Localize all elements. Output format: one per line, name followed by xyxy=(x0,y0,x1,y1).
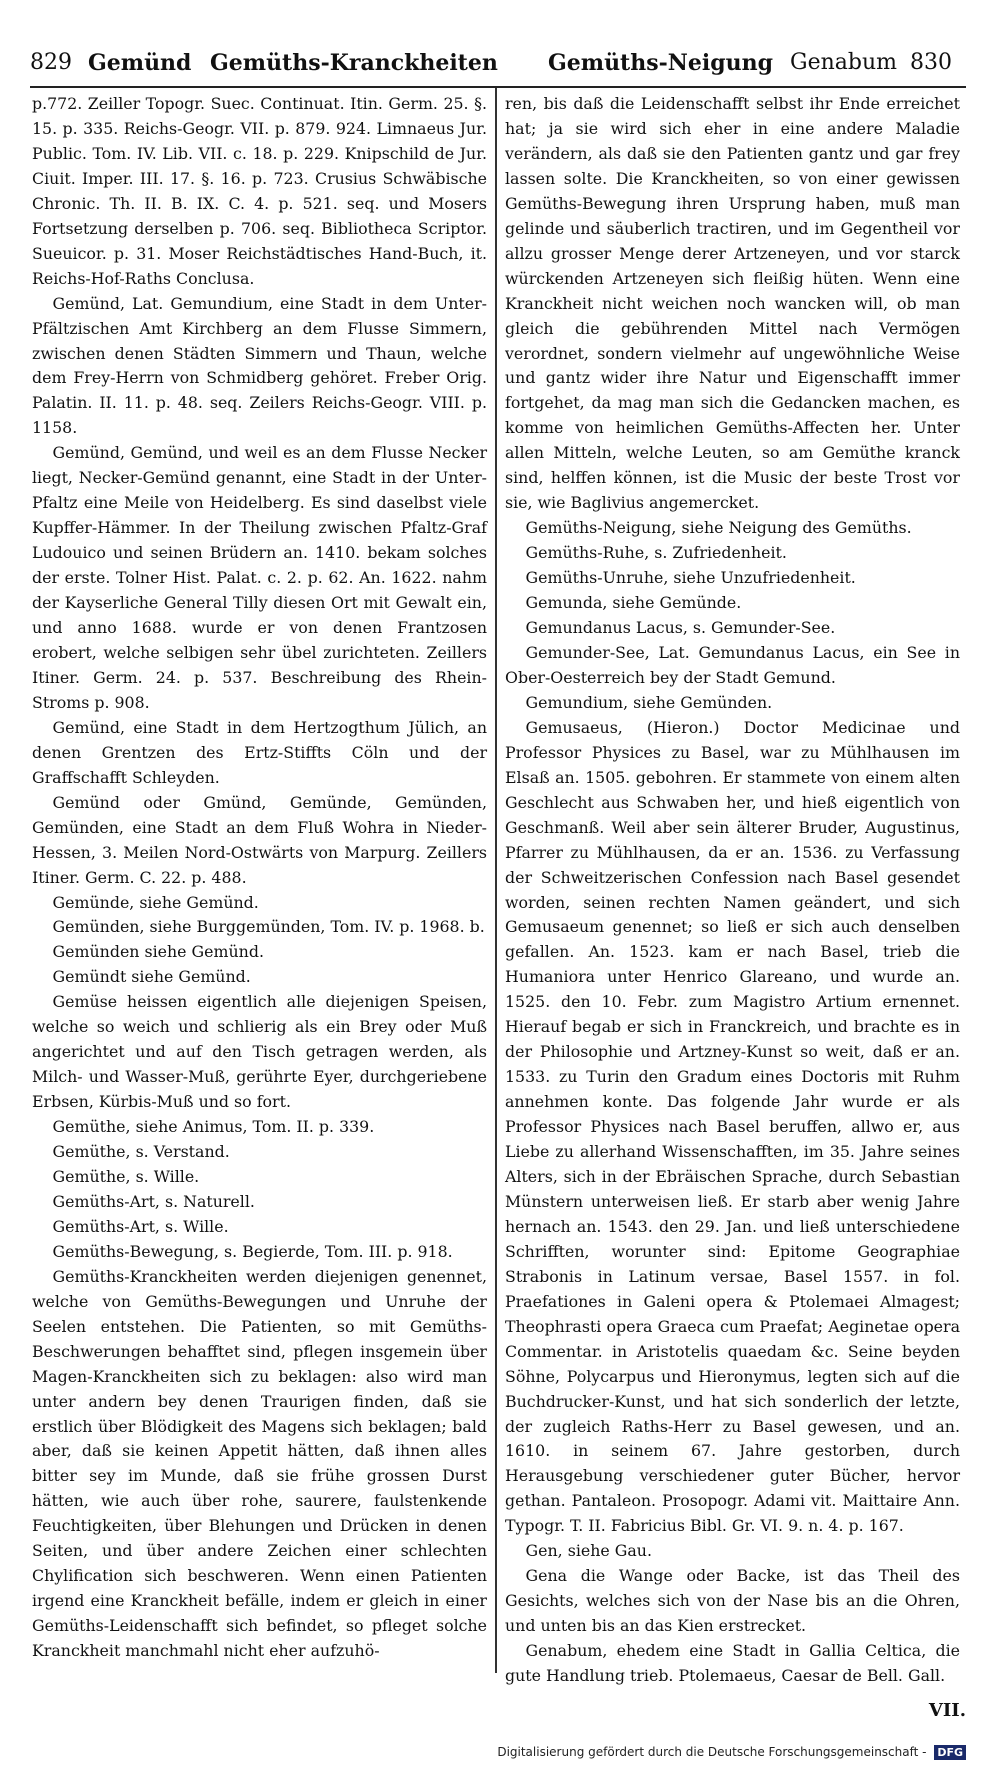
entry-paragraph: Gemüse heissen eigentlich alle diejenigen Speisen, welche so weich und schlierig als ein Brey oder Muß angerichtet und auf den Tisch getragen werden, als Milch- und Wasser-Muß, gerührte Eyer, durchgeriebene Erbsen, Kürbis-Muß und so fort. xyxy=(32,992,487,1112)
entry-paragraph: Gemünden siehe Gemünd. xyxy=(52,942,264,962)
entry-paragraph: Gemüthe, s. Wille. xyxy=(52,1166,200,1186)
entry-paragraph: Gemünde, siehe Gemünd. xyxy=(52,892,259,912)
entry-paragraph: Gemusaeus, (Hieron.) Doctor Medicinae und Professor Physices zu Basel, war zu Mühlhausen im Elsaß an. 1505. gebohren. Er stammete von einem alten Geschlecht aus Schwaben her, und hieß eigentlich von Geschmanß. Weil aber sein älterer Bruder, Augustinus, Pfarrer zu Mühlhausen, da er an. 1536. zu Verfassung der Schweitzerischen Confession nach Basel gesendet worden, seinen rechten Namen geändert, und sich Gemusaeum genennet; so ließ er sich auch denselben gefallen. An. 1523. kam er nach Basel, trieb die Humaniora unter Henrico Glareano, und wurde an. 1525. den 10. Febr. zum Magistro Artium ernennet. Hierauf begab er sich in Franckreich, und brachte es in der Philosophie und Artzney-Kunst so weit, daß er an. 1533. zu Turin den Gradum eines Doctoris mit Ruhm annehmen konte. Das folgende Jahr wurde er als Professor Physices nach Basel beruffen, allwo er, aus Liebe zu allerhand Wissenschafften, im 35. Jahre seines Alters, sich in der Ebräischen Sprache, durch Sebastian Münstern unterweisen ließ. Er starb aber wenig Jahre hernach an. 1543. den 29. Jan. und ließ unterschiedene Schrifften, worunter sind: Epitome Geographiae Strabonis in Latinum versae, Basel 1557. in fol. Praefationes in Galeni opera & Ptolemaei Almagest; Theophrasti opera Graeca cum Praefat; Aeginetae opera Commentar. in Aristotelis quaedam &c. Seine beyden Söhne, Polycarpus und Hieronymus, legten sich auf die Buchdrucker-Kunst, und hat sich sonderlich der letzte, der zugleich Raths-Herr zu Basel gewesen, und an. 1610. in seinem 67. Jahre gestorben, durch Herausgebung verschiedener guter Bücher, hervor gethan. Pantaleon. Prosopogr. Adami vit. Maittaire Ann. Typogr. T. II. Fabricius Bibl. Gr. VI. 9. n. 4. p. 167. xyxy=(505,717,960,1536)
entry-paragraph: Gemüths-Art, s. Wille. xyxy=(52,1216,229,1236)
header-rule xyxy=(30,86,966,88)
right-column xyxy=(505,92,960,1689)
column-divider xyxy=(495,88,497,1673)
entry-paragraph: Gemunda, siehe Gemünde. xyxy=(525,593,742,613)
right-catchword-1: Gemüths-Neigung xyxy=(548,50,773,76)
left-catchword-2: Gemüths-Kranckheiten xyxy=(210,50,498,76)
entry-paragraph: Gemünd, Lat. Gemundium, eine Stadt in dem Unter-Pfältzischen Amt Kirchberg an dem Flusse Simmern, zwischen denen Städten Simmern und Thaun, welche dem Frey-Herrn von Schmidberg gehöret. Freber Orig. Palatin. II. 11. p. 48. seq. Zeilers Reichs-Geogr. VIII. p. 1158. xyxy=(32,293,487,438)
entry-paragraph: Gemünd, eine Stadt in dem Hertzogthum Jülich, an denen Grentzen des Ertz-Stiffts Cöln und der Graffschafft Schleyden. xyxy=(32,717,487,787)
entry-paragraph: Gemüths-Bewegung, s. Begierde, Tom. III. p. 918. xyxy=(52,1241,453,1261)
entry-paragraph: Gemünd, Gemünd, und weil es an dem Flusse Necker liegt, Necker-Gemünd genannt, eine Stadt in der Unter-Pfaltz eine Meile von Heidelberg. Es sind daselbst viele Kupffer-Hämmer. In der Theilung zwischen Pfaltz-Graf Ludouico und seinen Brüdern an. 1410. bekam solches der erste. Tolner Hist. Palat. c. 2. p. 62. An. 1622. nahm der Kayserliche General Tilly diesen Ort mit Gewalt ein, und anno 1688. wurde er von denen Frantzosen erobert, welche selbigen sehr übel zurichteten. Zeillers Itiner. Germ. 24. p. 537. Beschreibung des Rhein-Stroms p. 908. xyxy=(32,443,487,712)
entry-paragraph: Gemunder-See, Lat. Gemundanus Lacus, ein See in Ober-Oesterreich bey der Stadt Gemund. xyxy=(505,642,960,687)
digitization-footer xyxy=(497,1745,966,1760)
right-page-number: 830 xyxy=(910,50,952,75)
left-page-number: 829 xyxy=(30,50,72,75)
entry-paragraph: Gena die Wange oder Backe, ist das Theil des Gesichts, welches sich von der Nase bis an die Ohren, und unten bis an das Kien erstrecket. xyxy=(505,1566,960,1636)
entry-paragraph: Gemüthe, siehe Animus, Tom. II. p. 339. xyxy=(52,1117,375,1137)
entry-paragraph: Gemünden, siehe Burggemünden, Tom. IV. p. 1968. b. xyxy=(52,917,485,937)
entry-paragraph: ren, bis daß die Leidenschafft selbst ihr Ende erreichet hat; ja sie wird sich eher in eine andere Maladie verändern, als daß sie den Patienten gantz und gar frey lassen solte. Die Kranckheiten, so von einer gewissen Gemüths-Bewegung ihren Ursprung haben, muß man gelinde und säuberlich tractiren, und im Gegentheil vor allzu grosser Menge derer Artzeneyen, und vor starck würckenden Artzeneyen sich fleißig hüten. Wenn eine Kranckheit nicht weichen noch wancken will, ob man gleich die gebührenden Mittel nach Vermögen verordnet, sondern vielmehr auf ungewöhnliche Weise und gantz wider ihre Natur und Eigenschafft immer fortgehet, da mag man sich die Gedancken machen, es komme von heimlichen Gemüths-Affecten her. Unter allen Mitteln, welche Leuten, so am Gemüthe kranck sind, helffen können, ist die Music der beste Trost vor sie, wie Baglivius angemercket. xyxy=(505,94,960,513)
entry-paragraph: Gemundanus Lacus, s. Gemunder-See. xyxy=(525,618,836,638)
right-catchword-2: Genabum xyxy=(790,50,897,75)
entry-paragraph: Genabum, ehedem eine Stadt in Gallia Celtica, die gute Handlung trieb. Ptolemaeus, Caesar de Bell. Gall. xyxy=(505,1641,960,1686)
entry-paragraph: Gemüths-Neigung, siehe Neigung des Gemüths. xyxy=(525,518,912,538)
entry-paragraph: Gemüths-Unruhe, siehe Unzufriedenheit. xyxy=(525,568,856,588)
entry-paragraph: Gemüths-Ruhe, s. Zufriedenheit. xyxy=(525,543,787,563)
left-catchword-1: Gemünd xyxy=(88,50,192,76)
left-column xyxy=(32,92,487,1664)
entry-paragraph: Gen, siehe Gau. xyxy=(525,1541,652,1561)
page-header xyxy=(30,44,970,84)
entry-paragraph: p.772. Zeiller Topogr. Suec. Continuat. Itin. Germ. 25. §. 15. p. 335. Reichs-Geogr. VII. p. 879. 924. Limnaeus Jur. Public. Tom. IV. Lib. VII. c. 18. p. 229. Knipschild de Jur. Ciuit. Imper. III. 17. §. 16. p. 723. Crusius Schwäbische Chronic. Th. II. B. IX. C. 4. p. 521. seq. und Mosers Fortsetzung derselben p. 706. seq. Bibliotheca Scriptor. Sueuicor. p. 31. Moser Reichstädtisches Hand-Buch, it. Reichs-Hof-Raths Conclusa. xyxy=(32,94,487,288)
entry-paragraph: Gemundium, siehe Gemünden. xyxy=(525,692,773,712)
dfg-logo-icon: DFG xyxy=(934,1745,966,1760)
entry-paragraph: Gemüths-Kranckheiten werden diejenigen genennet, welche von Gemüths-Bewegungen und Unruhe der Seelen entstehen. Die Patienten, so mit Gemüths-Beschwerungen behafftet sind, pflegen insgemein über Magen-Kranckheiten sich zu beklagen: also wird man unter andern bey denen Traurigen finden, daß sie erstlich über Blödigkeit des Magens sich beklagen; bald aber, daß sie keinen Appetit hätten, daß ihnen alles bitter sey im Munde, daß sie frühe grossen Durst hätten, wie auch über rohe, saurere, faulstenkende Feuchtigkeiten, über Blehungen und Drücken in denen Seiten, und über andere Zeichen einer schlechten Chylification sich beschweren. Wenn einen Patienten irgend eine Kranckheit befälle, indem er gleich in einer Gemüths-Leidenschafft sich befindet, so pfleget solche Kranckheit manchmahl nicht eher aufzuhö- xyxy=(32,1266,487,1661)
catchword: VII. xyxy=(928,1700,966,1721)
footer-text: Digitalisierung gefördert durch die Deutsche Forschungsgemeinschaft - xyxy=(497,1745,927,1759)
entry-paragraph: Gemüthe, s. Verstand. xyxy=(52,1142,230,1162)
entry-paragraph: Gemünd oder Gmünd, Gemünde, Gemünden, Gemünden, eine Stadt an dem Fluß Wohra in Nieder-Hessen, 3. Meilen Nord-Ostwärts von Marpurg. Zeillers Itiner. Germ. C. 22. p. 488. xyxy=(32,792,487,887)
entry-paragraph: Gemüths-Art, s. Naturell. xyxy=(52,1191,255,1211)
entry-paragraph: Gemündt siehe Gemünd. xyxy=(52,967,251,987)
